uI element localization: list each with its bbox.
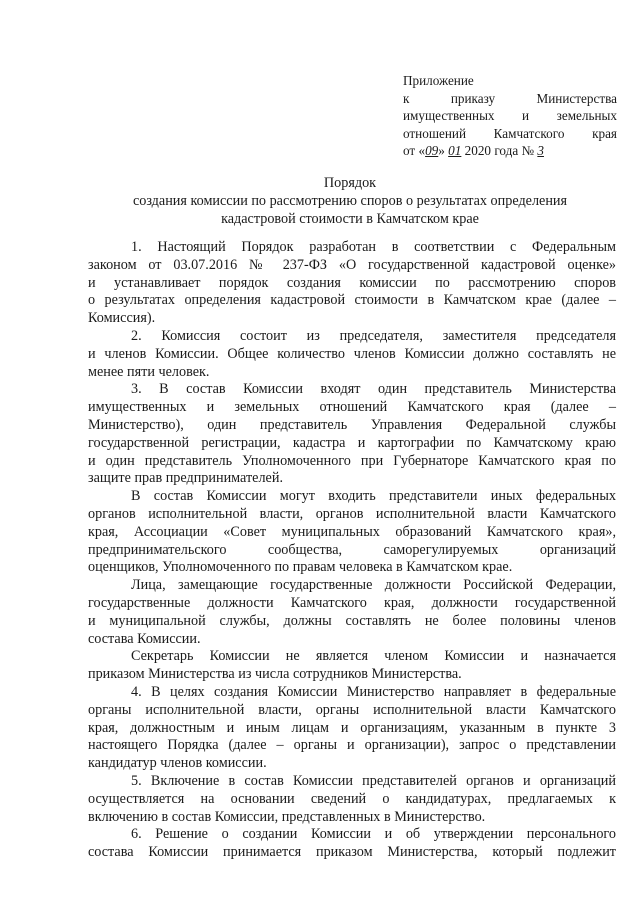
text-line: менее пяти человек. xyxy=(88,363,210,380)
text-line: законом от 03.07.2016 № 237-ФЗ «О государственной кадастровой оценке» xyxy=(88,256,616,273)
text-line: о результатах определения кадастровой стоимости в Камчатском крае (далее – xyxy=(88,292,616,309)
text-line: и муниципальной службы, должны составлять не более половины членов xyxy=(88,612,616,629)
date-year: 2020 года № xyxy=(464,143,535,158)
text-line: осуществляется на основании сведений о кандидатурах, предлагаемых к xyxy=(88,790,616,807)
text-line: состава Комиссии принимается приказом Министерства, который подлежит xyxy=(88,844,616,861)
text-line: 5. Включение в состав Комиссии представителей органов и организаций xyxy=(131,772,616,789)
date-prefix: от « xyxy=(403,143,426,158)
text-line: предпринимательского сообщества, саморегулируемых организаций xyxy=(88,541,616,558)
text-line: и один представитель Уполномоченного при Губернаторе Камчатского края по xyxy=(88,452,616,469)
text-line: 4. В целях создания Комиссии Министерство направляет в федеральные xyxy=(131,683,616,700)
appendix-line: имущественных и земельных xyxy=(403,108,617,123)
date-day: 09 xyxy=(425,143,439,158)
appendix-line: к приказу Министерства xyxy=(403,90,617,106)
text-line: края, должностным и иным лицам и организациям, указанным в пункте 3 xyxy=(88,719,616,736)
text-line: и устанавливает порядок создания комиссии по рассмотрению споров xyxy=(88,274,616,291)
text-line: государственные должности Камчатского края, должности государственной xyxy=(88,594,616,611)
text-line: Министерство), один представитель Управления Федеральной службы xyxy=(88,416,616,433)
document-title xyxy=(90,175,610,228)
title-subtitle-line: кадастровой стоимости в Камчатском крае xyxy=(221,210,479,227)
text-line: состава Комиссии. xyxy=(88,630,201,647)
text-line: края, Ассоциации «Совет муниципальных образований Камчатского края», xyxy=(88,523,616,540)
text-line: Комиссия). xyxy=(88,310,156,327)
text-line: имущественных и земельных отношений Камчатского края (далее – xyxy=(88,399,616,416)
text-line: Секретарь Комиссии не является членом Комиссии и назначается xyxy=(131,648,616,665)
appendix-line: отношений Камчатского края xyxy=(403,125,617,141)
text-line: включению в состав Комиссии, представленных в Министерство. xyxy=(88,808,486,825)
order-number: 3 xyxy=(537,143,544,158)
title-subtitle-line: создания комиссии по рассмотрению споров о результатах определения xyxy=(132,192,568,209)
text-line: оценщиков, Уполномоченного по правам человека в Камчатском крае. xyxy=(88,559,513,576)
date-month: 01 xyxy=(448,143,462,158)
text-line: настоящего Порядка (далее – органы и организации), запрос о представлении xyxy=(88,737,616,754)
text-line: 2. Комиссия состоит из председателя, заместителя председателя xyxy=(131,327,616,344)
text-line: В состав Комиссии могут входить представители иных федеральных xyxy=(131,488,616,505)
text-line: 1. Настоящий Порядок разработан в соответствии с Федеральным xyxy=(131,239,616,255)
date-separator: » xyxy=(438,143,449,158)
text-line: и членов Комиссии. Общее количество членов Комиссии должно составлять не xyxy=(88,345,616,362)
appendix-date-line xyxy=(403,142,617,160)
text-line: Лица, замещающие государственные должности Российской Федерации, xyxy=(131,577,616,594)
text-line: кандидатур членов комиссии. xyxy=(88,755,267,772)
text-line: защите прав предпринимателей. xyxy=(88,470,283,487)
text-line: 3. В состав Комиссии входят один представитель Министерства xyxy=(131,381,616,398)
title-heading: Порядок xyxy=(323,175,377,191)
text-line: органов исполнительной власти, органов исполнительной власти Камчатского xyxy=(88,505,616,522)
appendix-block xyxy=(403,72,617,160)
text-line: государственной регистрации, кадастра и картографии по Камчатскому краю xyxy=(88,434,616,451)
text-line: органы исполнительной власти, органы исполнительной власти Камчатского xyxy=(88,701,616,718)
appendix-title: Приложение xyxy=(403,73,474,88)
text-line: приказом Министерства из числа сотрудников Министерства. xyxy=(88,666,462,683)
body-text xyxy=(88,239,616,862)
text-line: 6. Решение о создании Комиссии и об утверждении персонального xyxy=(131,826,616,843)
